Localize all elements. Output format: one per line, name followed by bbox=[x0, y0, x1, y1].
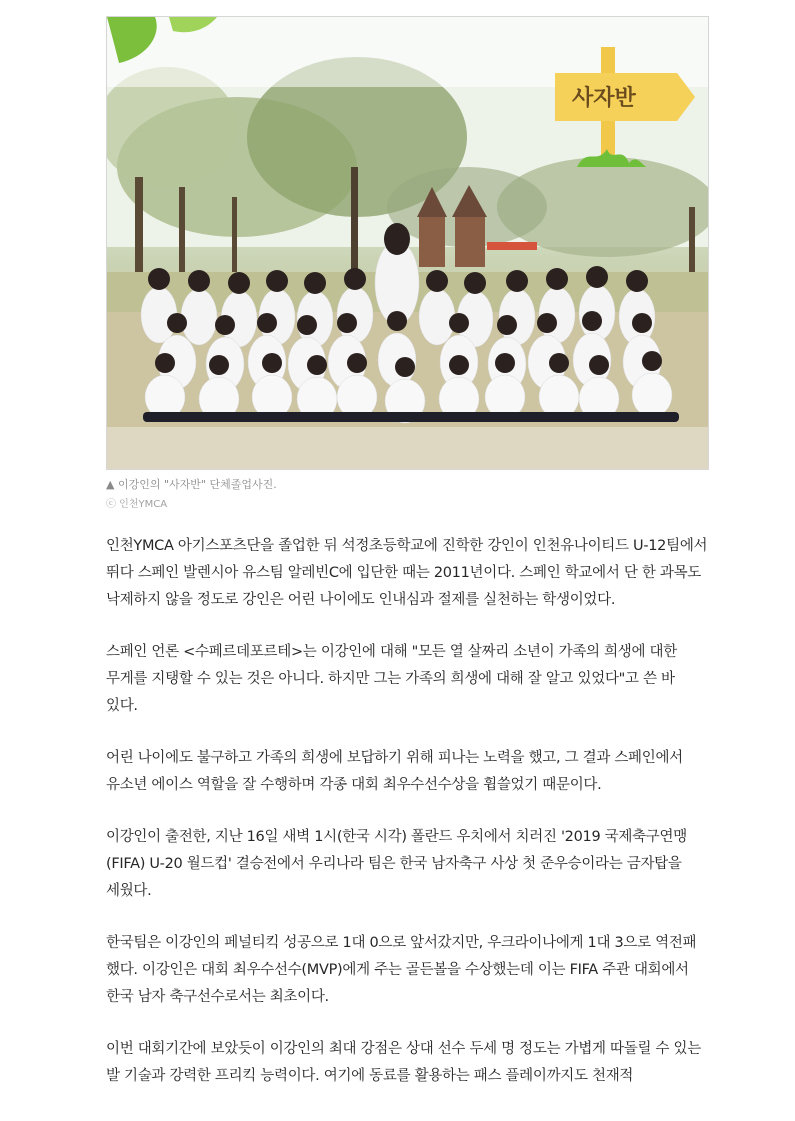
photo-illustration bbox=[107, 17, 708, 469]
paragraph: 한국팀은 이강인의 페널티킥 성공으로 1대 0으로 앞서갔지만, 우크라이나에게 1대 3으로 역전패 했다. 이강인은 대회 최우수선수(MVP)에게 주는 골든볼을 수상했는데 이는 FIFA 주관 대회에서 한국 남자 축구선수로서는 최초이다. bbox=[106, 935, 697, 1005]
article bbox=[106, 16, 709, 1090]
paragraph: 어린 나이에도 불구하고 가족의 희생에 보답하기 위해 피나는 노력을 했고, 그 결과 스페인에서 유소년 에이스 역할을 잘 수행하며 각종 대회 최우수선수상을 휩쓸었기 때문이다. bbox=[106, 750, 683, 793]
paragraph: 스페인 언론 <수페르데포르테>는 이강인에 대해 "모든 열 살짜리 소년이 가족의 희생에 대한 무게를 지탱할 수 있는 것은 아니다. 하지만 그는 가족의 희생에 대해 잘 알고 있었다"고 쓴 바 있다. bbox=[106, 644, 677, 714]
photo-caption: ▲ 이강인의 "사자반" 단체졸업사진. bbox=[106, 478, 277, 491]
sign-text: 사자반 bbox=[572, 86, 636, 111]
paragraph: 이강인이 출전한, 지난 16일 새벽 1시(한국 시각) 폴란드 우치에서 치러진 '2019 국제축구연맹(FIFA) U-20 월드컵' 결승전에서 우리나라 팀은 한국 남자축구 사상 첫 준우승이라는 금자탑을 세웠다. bbox=[106, 829, 687, 899]
paragraph: 이번 대회기간에 보았듯이 이강인의 최대 강점은 상대 선수 두세 명 정도는 가볍게 따돌릴 수 있는 발 기술과 강력한 프리킥 능력이다. 여기에 동료를 활용하는 패스 플레이까지도 천재적 bbox=[106, 1041, 701, 1084]
class-graduation-photo bbox=[106, 16, 709, 470]
paragraph: 인천YMCA 아기스포츠단을 졸업한 뒤 석정초등학교에 진학한 강인이 인천유나이티드 U-12팀에서 뛰다 스페인 발렌시아 유스팀 알레빈C에 입단한 때는 2011년이다. 스페인 학교에서 단 한 과목도 낙제하지 않을 정도로 강인은 어린 나이에도 인내심과 절제를 실천하는 학생이었다. bbox=[106, 538, 708, 608]
photo-credit: ⓒ 인천YMCA bbox=[106, 499, 168, 510]
